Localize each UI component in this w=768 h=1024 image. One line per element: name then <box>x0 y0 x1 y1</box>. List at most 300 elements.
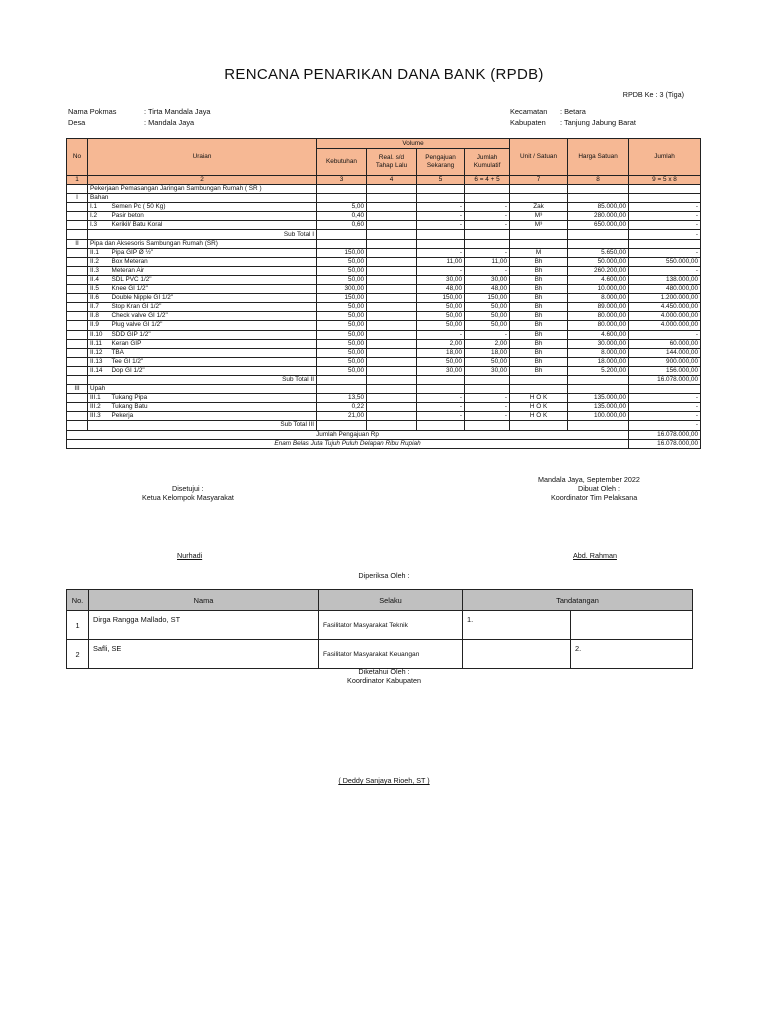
subtotal-label: Sub Total I <box>88 230 317 239</box>
empty-cell <box>629 239 701 248</box>
item-jumlah: 144.000,00 <box>629 348 701 357</box>
item-harga: 50.000,00 <box>568 257 629 266</box>
checked-nama: Safli, SE <box>89 640 319 669</box>
checked-header-no: No. <box>67 590 89 611</box>
item-code: II.8 <box>88 312 110 321</box>
col-number: 6 = 4 + 5 <box>465 176 510 185</box>
item-unit: Bh <box>510 275 568 284</box>
empty-cell <box>67 266 88 275</box>
item-row <box>67 221 701 230</box>
item-kebutuhan: 300,00 <box>317 285 367 294</box>
known-by-name: ( Deddy Sanjaya Rioeh, ST ) <box>338 776 430 785</box>
item-realisasi <box>367 303 417 312</box>
empty-cell <box>465 421 510 430</box>
item-row <box>67 403 701 412</box>
item-row <box>67 394 701 403</box>
item-unit: Bh <box>510 357 568 366</box>
item-name: Pipa GIP Ø ½" <box>110 248 317 257</box>
col-number: 4 <box>367 176 417 185</box>
item-code: II.9 <box>88 321 110 330</box>
col-header-uraian: Uraian <box>88 139 317 176</box>
checked-header-nama: Nama <box>89 590 319 611</box>
empty-cell <box>568 375 629 384</box>
signature-slot: 2. <box>571 640 693 669</box>
item-pengajuan: 11,00 <box>417 257 465 266</box>
terbilang-text: Enam Belas Juta Tujuh Puluh Delapan Ribu Rupiah <box>67 439 629 448</box>
item-kumulatif: - <box>465 203 510 212</box>
col-header-kumulatif-line2: Kumulatif <box>473 162 501 169</box>
item-harga: 89.000,00 <box>568 303 629 312</box>
item-realisasi <box>367 412 417 421</box>
item-realisasi <box>367 294 417 303</box>
item-harga: 30.000,00 <box>568 339 629 348</box>
empty-cell <box>67 257 88 266</box>
col-number: 2 <box>88 176 317 185</box>
item-name: Dop GI 1/2" <box>110 366 317 375</box>
item-realisasi <box>367 266 417 275</box>
subtotal-label: Sub Total II <box>88 375 317 384</box>
item-row <box>67 275 701 284</box>
item-row <box>67 366 701 375</box>
item-name: Box Meteran <box>110 257 317 266</box>
group-name: Upah <box>88 385 317 394</box>
item-unit: Bh <box>510 330 568 339</box>
item-realisasi <box>367 285 417 294</box>
item-row <box>67 312 701 321</box>
item-kumulatif: 11,00 <box>465 257 510 266</box>
item-harga: 4.600,00 <box>568 275 629 284</box>
item-name: TBA <box>110 348 317 357</box>
item-jumlah: - <box>629 403 701 412</box>
checked-row <box>67 640 693 669</box>
item-realisasi <box>367 348 417 357</box>
item-name: SDL PVC 1/2" <box>110 275 317 284</box>
col-number: 9 = 5 x 8 <box>629 176 701 185</box>
signature-slot: 1. <box>463 611 571 640</box>
checked-by-label: Diperiksa Oleh : <box>358 571 410 580</box>
item-jumlah: - <box>629 212 701 221</box>
item-realisasi <box>367 257 417 266</box>
empty-cell <box>417 239 465 248</box>
item-jumlah: 4.000.000,00 <box>629 312 701 321</box>
empty-cell <box>465 385 510 394</box>
item-realisasi <box>367 248 417 257</box>
rpdb-table <box>66 138 701 449</box>
item-kumulatif: - <box>465 212 510 221</box>
item-code: I.1 <box>88 203 110 212</box>
item-code: II.1 <box>88 248 110 257</box>
subtotal-value: - <box>629 230 701 239</box>
item-jumlah: 4.000.000,00 <box>629 321 701 330</box>
empty-cell <box>568 230 629 239</box>
item-harga: 135.000,00 <box>568 394 629 403</box>
item-pengajuan: - <box>417 330 465 339</box>
item-jumlah: 900.000,00 <box>629 357 701 366</box>
item-name: Pekerja <box>110 412 317 421</box>
subtotal-row <box>67 421 701 430</box>
group-number: I <box>67 194 88 203</box>
col-number: 1 <box>67 176 88 185</box>
item-kebutuhan: 50,00 <box>317 321 367 330</box>
item-kebutuhan: 50,00 <box>317 357 367 366</box>
empty-cell <box>510 239 568 248</box>
group-number: III <box>67 385 88 394</box>
empty-cell <box>67 330 88 339</box>
item-unit: H O K <box>510 403 568 412</box>
subtotal-value: - <box>629 421 701 430</box>
item-jumlah: 138.000,00 <box>629 275 701 284</box>
item-row <box>67 321 701 330</box>
item-kebutuhan: 150,00 <box>317 248 367 257</box>
item-pengajuan: 2,00 <box>417 339 465 348</box>
empty-cell <box>367 239 417 248</box>
known-by-label: Diketahui Oleh : <box>358 667 410 676</box>
item-pengajuan: 30,00 <box>417 275 465 284</box>
empty-cell <box>568 194 629 203</box>
item-pengajuan: - <box>417 403 465 412</box>
kecamatan-value: : Betara <box>560 107 586 116</box>
desa-label: Desa <box>68 118 86 127</box>
group-header-row <box>67 385 701 394</box>
empty-cell <box>629 194 701 203</box>
item-kebutuhan: 50,00 <box>317 366 367 375</box>
item-pengajuan: 18,00 <box>417 348 465 357</box>
item-kebutuhan: 50,00 <box>317 266 367 275</box>
nama-pokmas-label: Nama Pokmas <box>68 107 117 116</box>
item-code: III.3 <box>88 412 110 421</box>
item-kumulatif: 18,00 <box>465 348 510 357</box>
item-realisasi <box>367 403 417 412</box>
group-header-row <box>67 239 701 248</box>
item-kebutuhan: 50,00 <box>317 303 367 312</box>
empty-cell <box>317 194 367 203</box>
left-approval-role: Ketua Kelompok Masyarakat <box>142 493 234 502</box>
item-harga: 8.000,00 <box>568 294 629 303</box>
item-harga: 8.000,00 <box>568 348 629 357</box>
empty-cell <box>67 421 88 430</box>
item-kumulatif: - <box>465 330 510 339</box>
item-realisasi <box>367 312 417 321</box>
item-harga: 18.000,00 <box>568 357 629 366</box>
item-jumlah: - <box>629 248 701 257</box>
empty-cell <box>67 375 88 384</box>
item-realisasi <box>367 330 417 339</box>
item-realisasi <box>367 339 417 348</box>
item-unit: Bh <box>510 348 568 357</box>
item-pengajuan: - <box>417 221 465 230</box>
item-kumulatif: 30,00 <box>465 275 510 284</box>
item-harga: 650.000,00 <box>568 221 629 230</box>
empty-cell <box>629 385 701 394</box>
right-approval-label: Dibuat Oleh : <box>578 484 620 493</box>
empty-cell <box>67 303 88 312</box>
col-header-pengajuan-line1: Pengajuan <box>425 154 456 161</box>
item-pengajuan: 30,00 <box>417 366 465 375</box>
checked-nama: Dirga Rangga Mallado, ST <box>89 611 319 640</box>
item-pengajuan: 48,00 <box>417 285 465 294</box>
item-harga: 85.000,00 <box>568 203 629 212</box>
item-harga: 4.600,00 <box>568 330 629 339</box>
empty-cell <box>67 357 88 366</box>
item-unit: Bh <box>510 321 568 330</box>
empty-cell <box>417 421 465 430</box>
item-code: II.12 <box>88 348 110 357</box>
checked-selaku: Fasilitator Masyarakat Teknik <box>319 611 463 640</box>
desa-value: : Mandala Jaya <box>144 118 195 127</box>
empty-cell <box>67 394 88 403</box>
item-kebutuhan: 50,00 <box>317 257 367 266</box>
item-row <box>67 330 701 339</box>
col-header-unit: Unit / Satuan <box>510 139 568 176</box>
subtotal-row <box>67 230 701 239</box>
item-harga: 5.200,00 <box>568 366 629 375</box>
item-kumulatif: 150,00 <box>465 294 510 303</box>
item-jumlah: - <box>629 394 701 403</box>
col-number: 8 <box>568 176 629 185</box>
group-number: II <box>67 239 88 248</box>
item-row <box>67 303 701 312</box>
empty-cell <box>367 385 417 394</box>
page-title: RENCANA PENARIKAN DANA BANK (RPDB) <box>224 66 544 83</box>
item-harga: 260.200,00 <box>568 266 629 275</box>
item-name: Tukang Batu <box>110 403 317 412</box>
item-name: Semen Pc ( 50 Kg) <box>110 203 317 212</box>
empty-cell <box>67 230 88 239</box>
item-pengajuan: - <box>417 412 465 421</box>
item-kumulatif: 50,00 <box>465 303 510 312</box>
empty-cell <box>67 412 88 421</box>
col-header-volume: Volume <box>317 139 510 149</box>
checked-header-selaku: Selaku <box>319 590 463 611</box>
item-realisasi <box>367 321 417 330</box>
item-row <box>67 294 701 303</box>
empty-cell <box>510 194 568 203</box>
item-kumulatif: 50,00 <box>465 312 510 321</box>
subtotal-label: Sub Total III <box>88 421 317 430</box>
checked-selaku: Fasilitator Masyarakat Keuangan <box>319 640 463 669</box>
item-kebutuhan: 21,00 <box>317 412 367 421</box>
terbilang-total: 16.078.000,00 <box>629 439 701 448</box>
empty-cell <box>317 421 367 430</box>
item-code: I.3 <box>88 221 110 230</box>
item-name: Knee GI 1/2" <box>110 285 317 294</box>
checked-by-table <box>66 589 693 669</box>
item-harga: 280.000,00 <box>568 212 629 221</box>
item-jumlah: 1.200.000,00 <box>629 294 701 303</box>
empty-cell <box>67 366 88 375</box>
item-code: I.2 <box>88 212 110 221</box>
empty-cell <box>510 385 568 394</box>
rpdb-number: RPDB Ke : 3 (Tiga) <box>622 90 684 99</box>
item-kumulatif: 30,00 <box>465 366 510 375</box>
col-header-kebutuhan: Kebutuhan <box>317 149 367 176</box>
empty-cell <box>67 348 88 357</box>
total-label: Jumlah Pengajuan Rp <box>67 430 629 439</box>
group-name: Pipa dan Aksesoris Sambungan Rumah (SR) <box>88 239 317 248</box>
item-unit: M <box>510 248 568 257</box>
kabupaten-label: Kabupaten <box>510 118 546 127</box>
item-unit: Bh <box>510 294 568 303</box>
item-jumlah: 480.000,00 <box>629 285 701 294</box>
item-row <box>67 348 701 357</box>
empty-cell <box>67 275 88 284</box>
col-number: 5 <box>417 176 465 185</box>
item-realisasi <box>367 394 417 403</box>
item-kumulatif: 48,00 <box>465 285 510 294</box>
item-jumlah: - <box>629 412 701 421</box>
col-header-pengajuan <box>417 149 465 176</box>
col-header-no: No <box>67 139 88 176</box>
col-header-kumulatif <box>465 149 510 176</box>
empty-cell <box>67 321 88 330</box>
col-header-harga: Harga Satuan <box>568 139 629 176</box>
column-number-row <box>67 176 701 185</box>
item-pengajuan: - <box>417 248 465 257</box>
item-name: Keran GIP <box>110 339 317 348</box>
item-name: Pasir beton <box>110 212 317 221</box>
nama-pokmas-value: : Tirta Mandala Jaya <box>144 107 211 116</box>
item-name: Double Nipple GI 1/2" <box>110 294 317 303</box>
item-realisasi <box>367 275 417 284</box>
item-code: II.6 <box>88 294 110 303</box>
item-kumulatif: - <box>465 248 510 257</box>
item-realisasi <box>367 357 417 366</box>
item-harga: 5.650,00 <box>568 248 629 257</box>
col-header-pengajuan-line2: Sekarang <box>426 162 455 169</box>
item-code: II.11 <box>88 339 110 348</box>
item-code: II.5 <box>88 285 110 294</box>
item-realisasi <box>367 366 417 375</box>
item-realisasi <box>367 221 417 230</box>
empty-cell <box>465 230 510 239</box>
item-pengajuan: 50,00 <box>417 312 465 321</box>
item-kumulatif: 50,00 <box>465 321 510 330</box>
item-kebutuhan: 50,00 <box>317 275 367 284</box>
item-code: II.13 <box>88 357 110 366</box>
item-code: II.3 <box>88 266 110 275</box>
col-header-jumlah: Jumlah <box>629 139 701 176</box>
item-unit: H O K <box>510 412 568 421</box>
empty-cell <box>510 230 568 239</box>
item-row <box>67 257 701 266</box>
empty-cell <box>367 230 417 239</box>
empty-cell <box>568 421 629 430</box>
empty-cell <box>417 375 465 384</box>
item-row <box>67 203 701 212</box>
col-header-realisasi <box>367 149 417 176</box>
item-jumlah: 4.450.000,00 <box>629 303 701 312</box>
signature-slot-empty <box>463 640 571 669</box>
empty-cell <box>67 403 88 412</box>
item-code: II.7 <box>88 303 110 312</box>
left-approval-label: Disetujui : <box>172 484 204 493</box>
item-kumulatif: 2,00 <box>465 339 510 348</box>
place-date: Mandala Jaya, September 2022 <box>538 475 640 484</box>
item-pengajuan: - <box>417 203 465 212</box>
empty-cell <box>465 194 510 203</box>
item-kumulatif: - <box>465 403 510 412</box>
item-harga: 10.000,00 <box>568 285 629 294</box>
section-title-row <box>67 185 701 194</box>
item-code: II.10 <box>88 330 110 339</box>
item-jumlah: - <box>629 330 701 339</box>
item-harga: 135.000,00 <box>568 403 629 412</box>
item-pengajuan: - <box>417 266 465 275</box>
item-pengajuan: - <box>417 212 465 221</box>
item-code: II.14 <box>88 366 110 375</box>
item-unit: Bh <box>510 285 568 294</box>
item-jumlah: - <box>629 203 701 212</box>
item-kumulatif: - <box>465 412 510 421</box>
item-jumlah: 60.000,00 <box>629 339 701 348</box>
section-title: Pekerjaan Pemasangan Jaringan Sambungan Rumah ( SR ) <box>88 185 317 194</box>
empty-cell <box>67 339 88 348</box>
checked-row <box>67 611 693 640</box>
item-row <box>67 412 701 421</box>
item-code: III.2 <box>88 403 110 412</box>
empty-cell <box>417 230 465 239</box>
empty-cell <box>317 230 367 239</box>
empty-cell <box>465 239 510 248</box>
item-name: Meteran Air <box>110 266 317 275</box>
item-realisasi <box>367 203 417 212</box>
item-kumulatif: - <box>465 394 510 403</box>
item-pengajuan: 150,00 <box>417 294 465 303</box>
empty-cell <box>67 294 88 303</box>
item-kebutuhan: 0,22 <box>317 403 367 412</box>
group-name: Bahan <box>88 194 317 203</box>
item-pengajuan: 50,00 <box>417 357 465 366</box>
total-row <box>67 430 701 439</box>
signature-slot-empty <box>571 611 693 640</box>
col-header-kumulatif-line1: Jumlah <box>476 154 498 161</box>
item-harga: 80.000,00 <box>568 312 629 321</box>
terbilang-row <box>67 439 701 448</box>
item-row <box>67 212 701 221</box>
subtotal-row <box>67 375 701 384</box>
item-harga: 100.000,00 <box>568 412 629 421</box>
empty-cell <box>367 375 417 384</box>
right-signatory-name: Abd. Rahman <box>573 551 617 560</box>
item-kebutuhan: 0,60 <box>317 221 367 230</box>
item-unit: Bh <box>510 303 568 312</box>
item-kebutuhan: 50,00 <box>317 330 367 339</box>
col-header-realisasi-line1: Real. s/d <box>378 154 405 161</box>
empty-cell <box>317 239 367 248</box>
item-unit: H O K <box>510 394 568 403</box>
item-jumlah: 156.000,00 <box>629 366 701 375</box>
subtotal-value: 16.078.000,00 <box>629 375 701 384</box>
checked-no: 1 <box>67 611 89 640</box>
checked-no: 2 <box>67 640 89 669</box>
item-kumulatif: - <box>465 266 510 275</box>
item-code: III.1 <box>88 394 110 403</box>
left-signatory-name: Nurhadi <box>177 551 203 560</box>
checked-header-ttd: Tandatangan <box>463 590 693 611</box>
item-kebutuhan: 50,00 <box>317 339 367 348</box>
item-unit: Bh <box>510 266 568 275</box>
empty-cell <box>417 194 465 203</box>
empty-cell <box>510 375 568 384</box>
item-name: Stop Kran GI 1/2" <box>110 303 317 312</box>
col-number: 7 <box>510 176 568 185</box>
empty-cell <box>367 194 417 203</box>
item-name: Tee GI 1/2" <box>110 357 317 366</box>
item-kebutuhan: 0,40 <box>317 212 367 221</box>
item-kebutuhan: 13,50 <box>317 394 367 403</box>
item-code: II.2 <box>88 257 110 266</box>
empty-cell <box>417 385 465 394</box>
